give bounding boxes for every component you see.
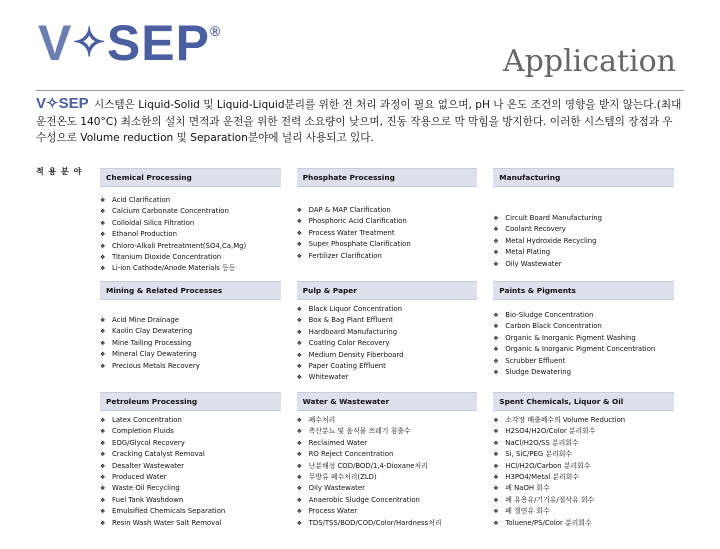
applications-label: 적 용 분 야 xyxy=(36,167,83,176)
item-list xyxy=(493,300,674,378)
section-header: Water & Wastewater xyxy=(297,392,478,411)
item-list xyxy=(493,187,674,270)
list-item: ❖ 폐 NaOH 회수 xyxy=(493,483,674,494)
list-item: ❖ Box & Bag Plant Effluent xyxy=(297,315,478,326)
section-water-wastewater xyxy=(289,392,486,549)
list-item: ❖ Fertilizer Clarification xyxy=(297,251,478,262)
list-item: ❖ Circuit Board Manufacturing xyxy=(493,213,674,224)
list-item: ❖ Fuel Tank Washdown xyxy=(100,495,281,506)
list-item: ❖ Bio-Sludge Concentration xyxy=(493,310,674,321)
list-item: ❖ RO Reject Concentration xyxy=(297,449,478,460)
logo-star-icon: ✧ xyxy=(72,21,107,65)
list-item: ❖ Reclaimed Water xyxy=(297,438,478,449)
list-item: ❖ Oily Wastewater xyxy=(297,483,478,494)
list-item: ❖ Calcium Carbonate Concentration xyxy=(100,206,281,217)
intro-text: 시스템은 Liquid-Solid 및 Liquid-Liquid분리를 위한 전 처리 과정이 필요 없으며, pH 나 온도 조건의 영향을 받지 않는다.(최대 운전온도 140°C) 최소한의 설치 면적과 운전을 위한 전력 소요량이 낮으며, 진동 작용으로 막 막힘을 방지한다. 이러한 시스템의 장점과 우수성으로 Volume reduction 및 Separation분야에 널리 사용되고 있다. xyxy=(36,99,682,144)
section-chemical-processing xyxy=(92,168,289,281)
registered-mark: ® xyxy=(209,23,222,39)
list-item: ❖ Ethanol Production xyxy=(100,229,281,240)
list-item: ❖ Scrubber Effluent xyxy=(493,356,674,367)
section-manufacturing xyxy=(485,168,682,281)
section-header: Chemical Processing xyxy=(100,168,281,187)
list-item: ❖ Organic & Inorganic Pigment Washing xyxy=(493,333,674,344)
section-header: Manufacturing xyxy=(493,168,674,187)
list-item: ❖ Acid Mine Drainage xyxy=(100,315,281,326)
list-item: ❖ Completion Fluids xyxy=(100,426,281,437)
list-item: ❖ NaCl/H2O/SS 분리회수 xyxy=(493,438,674,449)
item-list xyxy=(100,411,281,529)
logo-sep: SEP xyxy=(106,15,210,71)
page-title: Application xyxy=(503,44,676,79)
list-item: ❖ Desalter Wastewater xyxy=(100,461,281,472)
vsep-logo xyxy=(38,15,222,71)
title-divider xyxy=(36,90,684,91)
item-list xyxy=(297,300,478,384)
section-header: Spent Chemicals, Liquor & Oil xyxy=(493,392,674,411)
list-item: ❖ Resin Wash Water Salt Removal xyxy=(100,518,281,529)
list-item: ❖ Waste Oil Recycling xyxy=(100,483,281,494)
inline-vsep-logo: V✧SEP xyxy=(36,95,89,112)
list-item: ❖ Emulsified Chemicals Separation xyxy=(100,506,281,517)
list-item: ❖ Black Liquor Concentration xyxy=(297,304,478,315)
list-item: ❖ Mine Tailing Processing xyxy=(100,338,281,349)
list-item: ❖ Li-ion Cathode/Anode Materials 등등 xyxy=(100,263,281,274)
list-item: ❖ Si, SiC/PEG 분리회수 xyxy=(493,449,674,460)
list-item: ❖ Medium Density Fiberboard xyxy=(297,350,478,361)
list-item: ❖ Latex Concentration xyxy=(100,415,281,426)
item-list xyxy=(493,411,674,529)
list-item: ❖ Anaerobic Sludge Concentration xyxy=(297,495,478,506)
item-list xyxy=(100,300,281,372)
section-mining xyxy=(92,281,289,392)
application-grid xyxy=(92,168,682,549)
list-item: ❖ TDS/TSS/BOD/COD/Color/Hardness처리 xyxy=(297,518,478,529)
item-list xyxy=(297,187,478,262)
list-item: ❖ Produced Water xyxy=(100,472,281,483)
list-item: ❖ Coating Color Recovery xyxy=(297,338,478,349)
list-item: ❖ Toluene/PS/Color 분리회수 xyxy=(493,518,674,529)
logo-v: V xyxy=(38,15,73,71)
list-item: ❖ Process Water Treatment xyxy=(297,228,478,239)
section-header: Petroleum Processing xyxy=(100,392,281,411)
list-item: ❖ Organic & Inorganic Pigment Concentration xyxy=(493,344,674,355)
list-item: ❖ Process Water xyxy=(297,506,478,517)
list-item: ❖ 소각장 배출폐수의 Volume Reduction xyxy=(493,415,674,426)
list-item: ❖ Carbon Black Concentration xyxy=(493,321,674,332)
section-header: Mining & Related Processes xyxy=(100,281,281,300)
list-item: ❖ 난분해성 COD/BOD/1,4-Dioxane처리 xyxy=(297,461,478,472)
section-header: Paints & Pigments xyxy=(493,281,674,300)
list-item: ❖ DAP & MAP Clarification xyxy=(297,205,478,216)
grid-row-3 xyxy=(92,392,682,549)
list-item: ❖ Metal Hydroxide Recycling xyxy=(493,236,674,247)
list-item: ❖ 폐수처리 xyxy=(297,415,478,426)
section-phosphate-processing xyxy=(289,168,486,281)
section-petroleum xyxy=(92,392,289,549)
list-item: ❖ EOG/Glycol Recovery xyxy=(100,438,281,449)
item-list xyxy=(297,411,478,529)
section-header: Pulp & Paper xyxy=(297,281,478,300)
list-item: ❖ Hardboard Manufacturing xyxy=(297,327,478,338)
list-item: ❖ Oily Wastewater xyxy=(493,259,674,270)
list-item: ❖ 축산분뇨 및 음식물 쓰레기 침출수 xyxy=(297,426,478,437)
list-item: ❖ H2SO4/H2O/Color 분리회수 xyxy=(493,426,674,437)
grid-row-1 xyxy=(92,168,682,281)
list-item: ❖ Metal Plating xyxy=(493,247,674,258)
list-item: ❖ Mineral Clay Dewatering xyxy=(100,349,281,360)
intro-paragraph xyxy=(36,96,682,147)
section-pulp-paper xyxy=(289,281,486,392)
grid-row-2 xyxy=(92,281,682,392)
list-item: ❖ Colloidal Silica Filtration xyxy=(100,218,281,229)
list-item: ❖ Whitewater xyxy=(297,372,478,383)
list-item: ❖ Super Phosphate Clarification xyxy=(297,239,478,250)
item-list xyxy=(100,187,281,275)
list-item: ❖ Precious Metals Recovery xyxy=(100,361,281,372)
list-item: ❖ Phosphoric Acid Clarification xyxy=(297,216,478,227)
list-item: ❖ Acid Clarification xyxy=(100,195,281,206)
section-header: Phosphate Processing xyxy=(297,168,478,187)
list-item: ❖ Sludge Dewatering xyxy=(493,367,674,378)
list-item: ❖ Titanium Dioxide Concentration xyxy=(100,252,281,263)
section-spent-chemicals xyxy=(485,392,682,549)
list-item: ❖ 폐 절연유 회수 xyxy=(493,506,674,517)
list-item: ❖ Cracking Catalyst Removal xyxy=(100,449,281,460)
list-item: ❖ 폐 유용유/기기유/절삭유 회수 xyxy=(493,495,674,506)
list-item: ❖ 무방류 폐수처리(ZLD) xyxy=(297,472,478,483)
list-item: ❖ Kaolin Clay Dewatering xyxy=(100,326,281,337)
list-item: ❖ Paper Coating Effluent xyxy=(297,361,478,372)
list-item: ❖ H3PO4/Metal 분리회수 xyxy=(493,472,674,483)
section-paints-pigments xyxy=(485,281,682,392)
list-item: ❖ Chloro-Alkali Pretreatment(SO4,Ca,Mg) xyxy=(100,241,281,252)
list-item: ❖ Coolant Recovery xyxy=(493,224,674,235)
list-item: ❖ HCl/H2O/Carbon 분리회수 xyxy=(493,461,674,472)
